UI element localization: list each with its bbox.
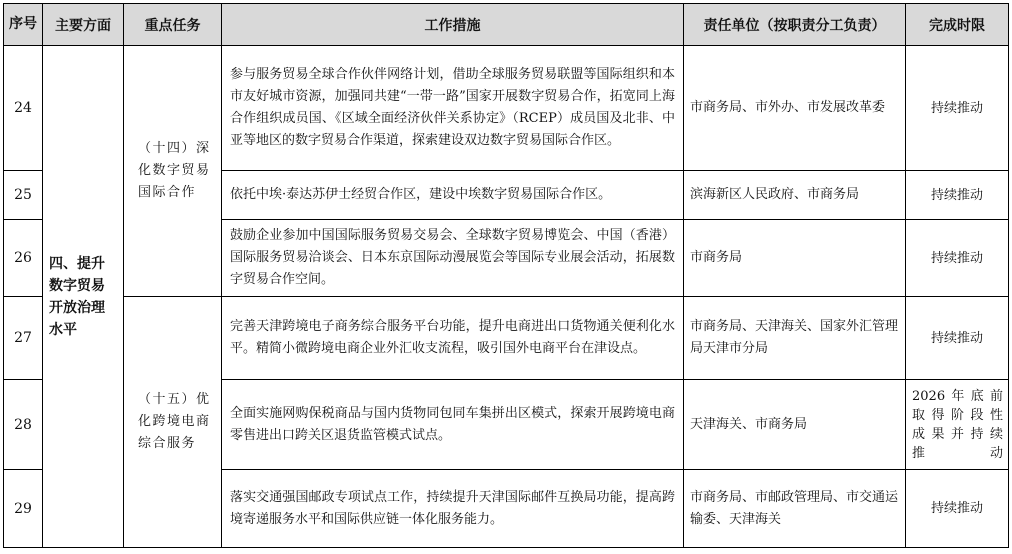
row-seq: 27 bbox=[4, 297, 43, 380]
header-row bbox=[4, 4, 1009, 46]
row-seq: 25 bbox=[4, 171, 43, 220]
unit-cell: 市商务局、市邮政管理局、市交通运输委、天津海关 bbox=[684, 470, 906, 548]
header-deadline: 完成时限 bbox=[906, 4, 1009, 46]
deadline-cell: 持续推动 bbox=[906, 171, 1009, 220]
row-seq: 26 bbox=[4, 220, 43, 297]
table-row bbox=[4, 46, 1009, 171]
row-seq: 29 bbox=[4, 470, 43, 548]
deadline-line: 成果并持续 bbox=[912, 426, 1003, 442]
row-seq: 24 bbox=[4, 46, 43, 171]
unit-cell: 市商务局 bbox=[684, 220, 906, 297]
deadline-cell: 持续推动 bbox=[906, 46, 1009, 171]
measure-cell: 完善天津跨境电子商务综合服务平台功能，提升电商进出口货物通关便利化水平。精简小微跨境电商企业外汇收支流程，吸引国外电商平台在津设点。 bbox=[222, 297, 684, 380]
deadline-cell: 持续推动 bbox=[906, 220, 1009, 297]
unit-cell: 市商务局、市外办、市发展改革委 bbox=[684, 46, 906, 171]
measure-cell: 落实交通强国邮政专项试点工作，持续提升天津国际邮件互换局功能，提高跨境寄递服务水平和国际供应链一体化服务能力。 bbox=[222, 470, 684, 548]
deadline-line: 取得阶段性 bbox=[912, 407, 1003, 423]
row-seq: 28 bbox=[4, 380, 43, 470]
header-measure: 工作措施 bbox=[222, 4, 684, 46]
table-row bbox=[4, 297, 1009, 380]
header-task: 重点任务 bbox=[124, 4, 222, 46]
header-aspect: 主要方面 bbox=[43, 4, 124, 46]
header-seq: 序号 bbox=[4, 4, 43, 46]
deadline-line: 推动 bbox=[912, 445, 1003, 461]
aspect-cell: 四、提升数字贸易开放治理水平 bbox=[43, 46, 124, 548]
measure-cell: 参与服务贸易全球合作伙伴网络计划，借助全球服务贸易联盟等国际组织和本市友好城市资源，加强同共建“一带一路”国家开展数字贸易合作，拓宽同上海合作组织成员国、《区域全面经济伙伴关系协定》（RCEP）成员国及北非、中亚等地区的数字贸易合作渠道，探索建设双边数字贸易国际合作区。 bbox=[222, 46, 684, 171]
deadline-cell: 持续推动 bbox=[906, 470, 1009, 548]
unit-cell: 天津海关、市商务局 bbox=[684, 380, 906, 470]
measure-cell: 全面实施网购保税商品与国内货物同包同车集拼出区模式，探索开展跨境电商零售进出口跨关区退货监管模式试点。 bbox=[222, 380, 684, 470]
unit-cell: 滨海新区人民政府、市商务局 bbox=[684, 171, 906, 220]
deadline-cell bbox=[906, 380, 1009, 470]
measure-cell: 鼓励企业参加中国国际服务贸易交易会、全球数字贸易博览会、中国（香港）国际服务贸易洽谈会、日本东京国际动漫展览会等国际专业展会活动，拓展数字贸易合作空间。 bbox=[222, 220, 684, 297]
measure-cell: 依托中埃·泰达苏伊士经贸合作区，建设中埃数字贸易国际合作区。 bbox=[222, 171, 684, 220]
header-unit: 责任单位（按职责分工负责） bbox=[684, 4, 906, 46]
task-cell: （十四）深化数字贸易国际合作 bbox=[124, 46, 222, 297]
deadline-line: 2026年底前 bbox=[912, 388, 1003, 404]
deadline-cell: 持续推动 bbox=[906, 297, 1009, 380]
plan-table bbox=[3, 3, 1009, 548]
unit-cell: 市商务局、天津海关、国家外汇管理局天津市分局 bbox=[684, 297, 906, 380]
task-cell: （十五）优化跨境电商综合服务 bbox=[124, 297, 222, 548]
